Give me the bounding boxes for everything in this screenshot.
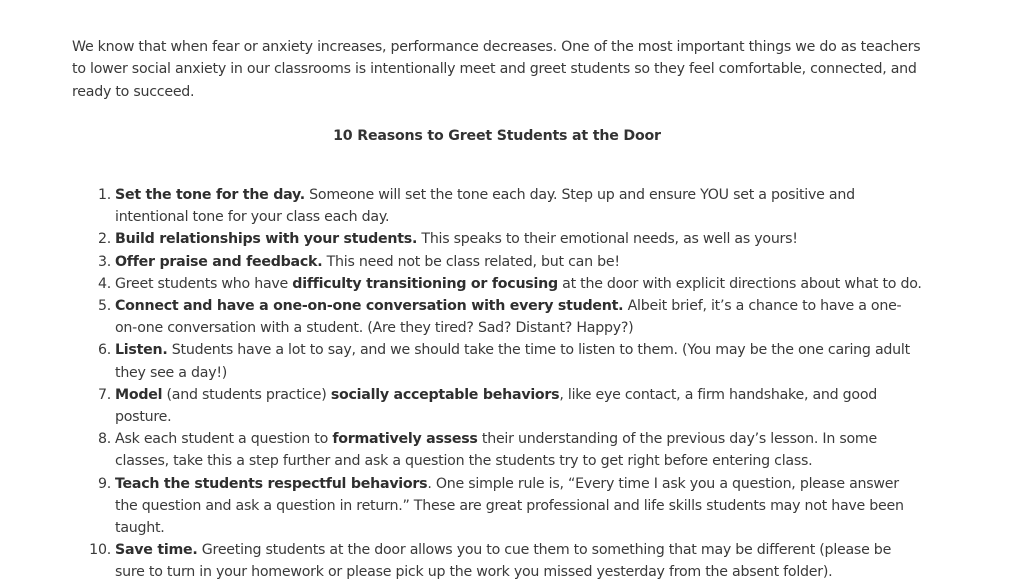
list-item-text: This speaks to their emotional needs, as well as yours! xyxy=(417,231,798,248)
list-item-text: (and students practice) xyxy=(162,386,331,403)
list-item xyxy=(72,251,922,273)
list-item-text: , like eye contact, a firm handshake, and good posture. xyxy=(115,386,878,425)
list-item-bold-text: Set the tone for the day. xyxy=(115,186,305,203)
list-item-bold-text: socially acceptable behaviors xyxy=(330,386,560,403)
list-item xyxy=(72,273,922,295)
article xyxy=(72,36,922,584)
list-item-text: their understanding of the previous day’s lesson. In some classes, take this a step further and ask a question the students try to get right before entering class. xyxy=(115,431,877,470)
list-item-bold-text: Model xyxy=(115,386,163,403)
list-item-number: 5. xyxy=(97,297,111,314)
list-item-text: Someone will set the tone each day. Step up and ensure YOU set a positive and intentional tone for your class each day. xyxy=(115,186,855,226)
list-item-number: 10. xyxy=(89,542,111,559)
list-item xyxy=(72,539,922,583)
list-item-bold-text: Build relationships with your students. xyxy=(115,231,418,248)
list-item xyxy=(72,473,922,540)
list-item-bold-text: Listen. xyxy=(115,342,168,359)
reasons-list xyxy=(72,184,922,584)
list-item-number: 2. xyxy=(97,231,111,248)
list-item xyxy=(72,428,922,472)
list-item-number: 8. xyxy=(97,431,111,448)
list-item-number: 9. xyxy=(97,475,111,492)
list-item-bold-text: Teach the students respectful behaviors xyxy=(115,475,428,492)
list-item xyxy=(72,184,922,228)
list-item-bold-text: formatively assess xyxy=(332,431,478,448)
list-item-bold-text: Save time. xyxy=(115,542,198,559)
list-item xyxy=(72,384,922,428)
list-item-number: 6. xyxy=(97,342,111,359)
list-item-number: 7. xyxy=(97,386,111,403)
section-heading: 10 Reasons to Greet Students at the Door xyxy=(333,127,661,144)
list-item xyxy=(72,339,922,383)
list-item-number: 1. xyxy=(97,186,111,203)
list-item-text: . One simple rule is, “Every time I ask you a question, please answer the question and ask a question in return.” These are great professional and life skills students may not have been taught. xyxy=(115,475,904,536)
list-item xyxy=(72,228,922,250)
list-item-text: Greeting students at the door allows you to cue them to something that may be different (please be sure to turn in your homework or please pick up the work you missed yesterday from the absent folder). xyxy=(115,542,892,581)
list-item-bold-text: difficulty transitioning or focusing xyxy=(292,275,558,292)
list-item-text: Albeit brief, it’s a chance to have a one-on-one conversation with a student. (Are they tired? Sad? Distant? Happy?) xyxy=(115,297,902,337)
list-item-bold-text: Offer praise and feedback. xyxy=(115,253,323,270)
list-item-text: This need not be class related, but can be! xyxy=(322,253,620,270)
list-item-text: Ask each student a question to xyxy=(115,431,333,448)
list-item-bold-text: Connect and have a one-on-one conversation with every student. xyxy=(115,297,624,314)
list-item-text: Students have a lot to say, and we should take the time to listen to them. (You may be the one caring adult they see a day!) xyxy=(115,342,910,381)
list-item xyxy=(72,295,922,339)
list-item-number: 3. xyxy=(97,253,111,270)
list-item-number: 4. xyxy=(97,275,111,292)
list-item-text: Greet students who have xyxy=(115,275,293,292)
list-item-text: at the door with explicit directions about what to do. xyxy=(557,275,922,292)
intro-paragraph: We know that when fear or anxiety increases, performance decreases. One of the most important things we do as teachers to lower social anxiety in our classrooms is intentionally meet and greet students so they feel comfortable, connected, and ready to succeed. xyxy=(72,39,921,100)
